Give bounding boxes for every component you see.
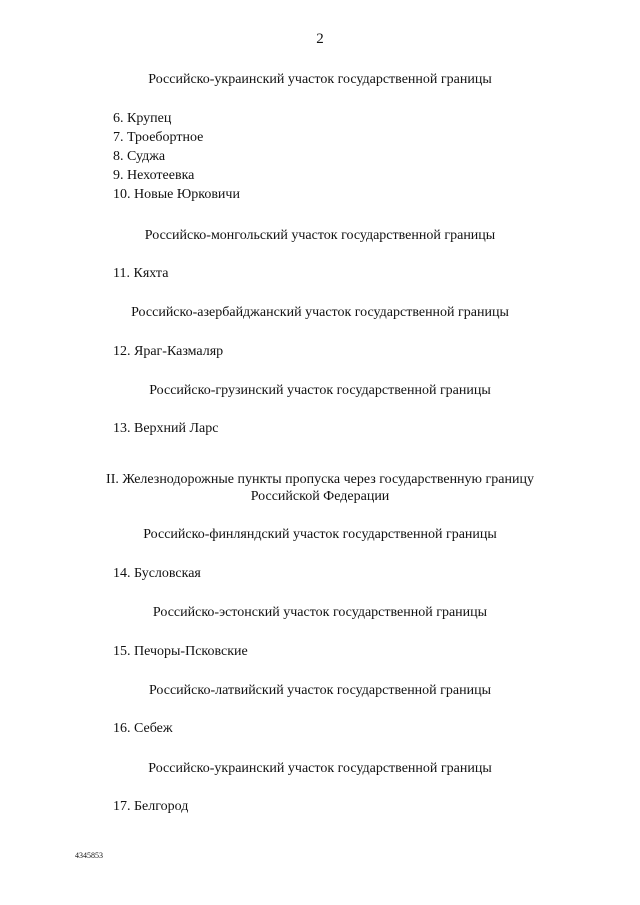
list-item: 9. Нехотеевка [113, 168, 195, 183]
list-item: 11. Кяхта [113, 266, 169, 281]
mongolia-heading: Российско-монгольский участок государственной границы [144, 228, 496, 243]
georgia-heading: Российско-грузинский участок государственной границы [149, 383, 491, 398]
list-item: 15. Печоры-Псковские [113, 644, 248, 659]
page-number: 2 [316, 31, 324, 47]
estonia-heading: Российско-эстонский участок государственной границы [152, 605, 488, 620]
list-item: 13. Верхний Ларс [113, 421, 219, 436]
ukraine-rail-heading: Российско-украинский участок государственной границы [148, 761, 492, 776]
list-item: 17. Белгород [113, 799, 189, 814]
list-item: 14. Бусловская [113, 566, 201, 581]
latvia-heading: Российско-латвийский участок государственной границы [148, 683, 492, 698]
section-ii-title: II. Железнодорожные пункты пропуска через государственную границу [106, 472, 534, 487]
list-item: 10. Новые Юрковичи [113, 187, 240, 202]
list-item: 16. Себеж [113, 721, 173, 736]
list-item: 6. Крупец [113, 111, 172, 126]
list-item: 12. Яраг-Казмаляр [113, 344, 224, 359]
document-code: 4345853 [75, 851, 103, 860]
finland-heading: Российско-финляндский участок государственной границы [143, 527, 497, 542]
list-item: 7. Троебортное [113, 130, 204, 145]
section-ii-title-continued: Российской Федерации [250, 489, 390, 504]
list-item: 8. Суджа [113, 149, 166, 164]
azerbaijan-heading: Российско-азербайджанский участок государственной границы [131, 305, 509, 320]
ukraine-road-heading: Российско-украинский участок государственной границы [148, 72, 492, 87]
